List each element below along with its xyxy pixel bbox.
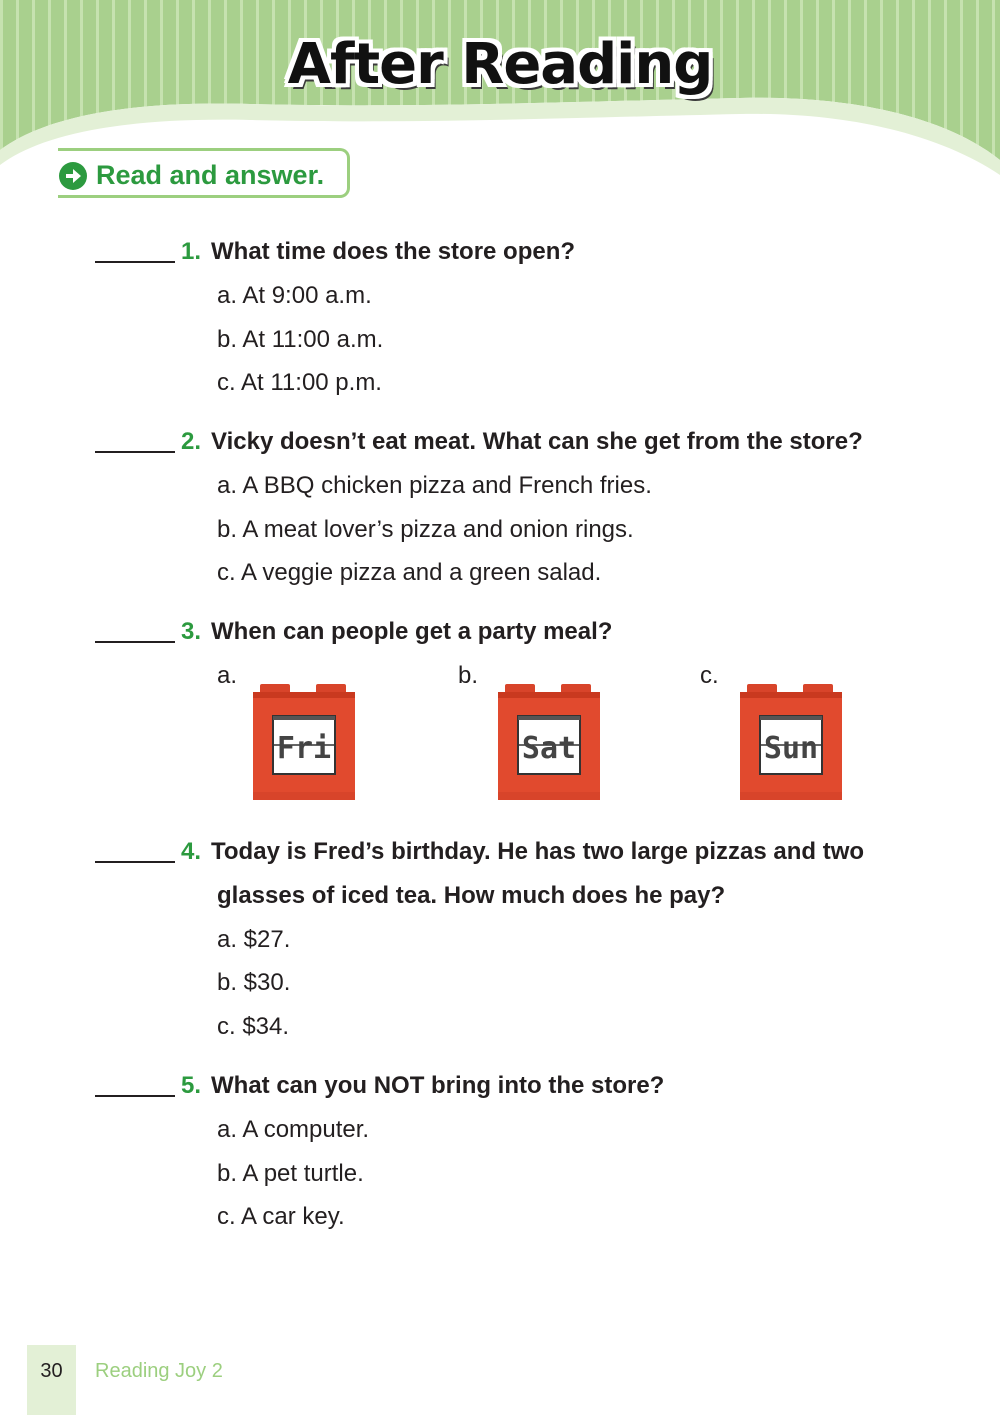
calendar-block-sat (495, 684, 605, 804)
question-number: 2. (181, 428, 202, 455)
question-5 (95, 1072, 664, 1100)
option-5b: b. A pet turtle. (217, 1160, 364, 1187)
question-3 (95, 618, 612, 646)
question-2 (95, 428, 863, 456)
question-text: Today is Fred’s birthday. He has two large pizzas and two (211, 838, 865, 865)
question-number: 1. (181, 238, 202, 265)
option-1c: c. At 11:00 p.m. (217, 369, 382, 396)
question-text: What can you NOT bring into the store? (211, 1072, 665, 1099)
book-title: Reading Joy 2 (95, 1360, 223, 1382)
option-5a: a. A computer. (217, 1116, 370, 1143)
option-3b-label: b. (458, 662, 479, 689)
option-4c: c. $34. (217, 1013, 290, 1040)
day-label-sun: Sun (763, 731, 819, 766)
instruction-label: Read and answer. (96, 160, 325, 190)
question-4 (95, 838, 864, 866)
question-text: Vicky doesn’t eat meat. What can she get from the store? (211, 428, 863, 455)
question-number: 4. (181, 838, 202, 865)
option-4b: b. $30. (217, 969, 291, 996)
option-3a-label: a. (217, 662, 238, 689)
page-title: After Reading (287, 32, 713, 97)
day-label-fri: Fri (276, 731, 332, 766)
answer-blank-1[interactable] (95, 241, 175, 263)
answer-blank-2[interactable] (95, 431, 175, 453)
question-4-text-line2: glasses of iced tea. How much does he pay? (217, 882, 726, 909)
answer-blank-4[interactable] (95, 841, 175, 863)
answer-blank-5[interactable] (95, 1075, 175, 1097)
calendar-block-sun (737, 684, 847, 804)
page-number: 30 (40, 1360, 63, 1382)
option-1b: b. At 11:00 a.m. (217, 326, 384, 353)
calendar-block-fri (250, 684, 360, 804)
option-1a: a. At 9:00 a.m. (217, 282, 372, 309)
option-2a: a. A BBQ chicken pizza and French fries. (217, 472, 652, 499)
instruction-box (58, 148, 350, 198)
option-4a: a. $27. (217, 926, 291, 953)
question-number: 5. (181, 1072, 202, 1099)
question-number: 3. (181, 618, 202, 645)
question-text: What time does the store open? (211, 238, 576, 265)
option-3c-label: c. (700, 662, 719, 689)
question-text: When can people get a party meal? (211, 618, 613, 645)
day-label-sat: Sat (521, 731, 577, 766)
arrow-right-circle-icon (58, 161, 88, 191)
answer-blank-3[interactable] (95, 621, 175, 643)
question-1 (95, 238, 575, 266)
option-2b: b. A meat lover’s pizza and onion rings. (217, 516, 634, 543)
option-2c: c. A veggie pizza and a green salad. (217, 559, 602, 586)
option-5c: c. A car key. (217, 1203, 345, 1230)
